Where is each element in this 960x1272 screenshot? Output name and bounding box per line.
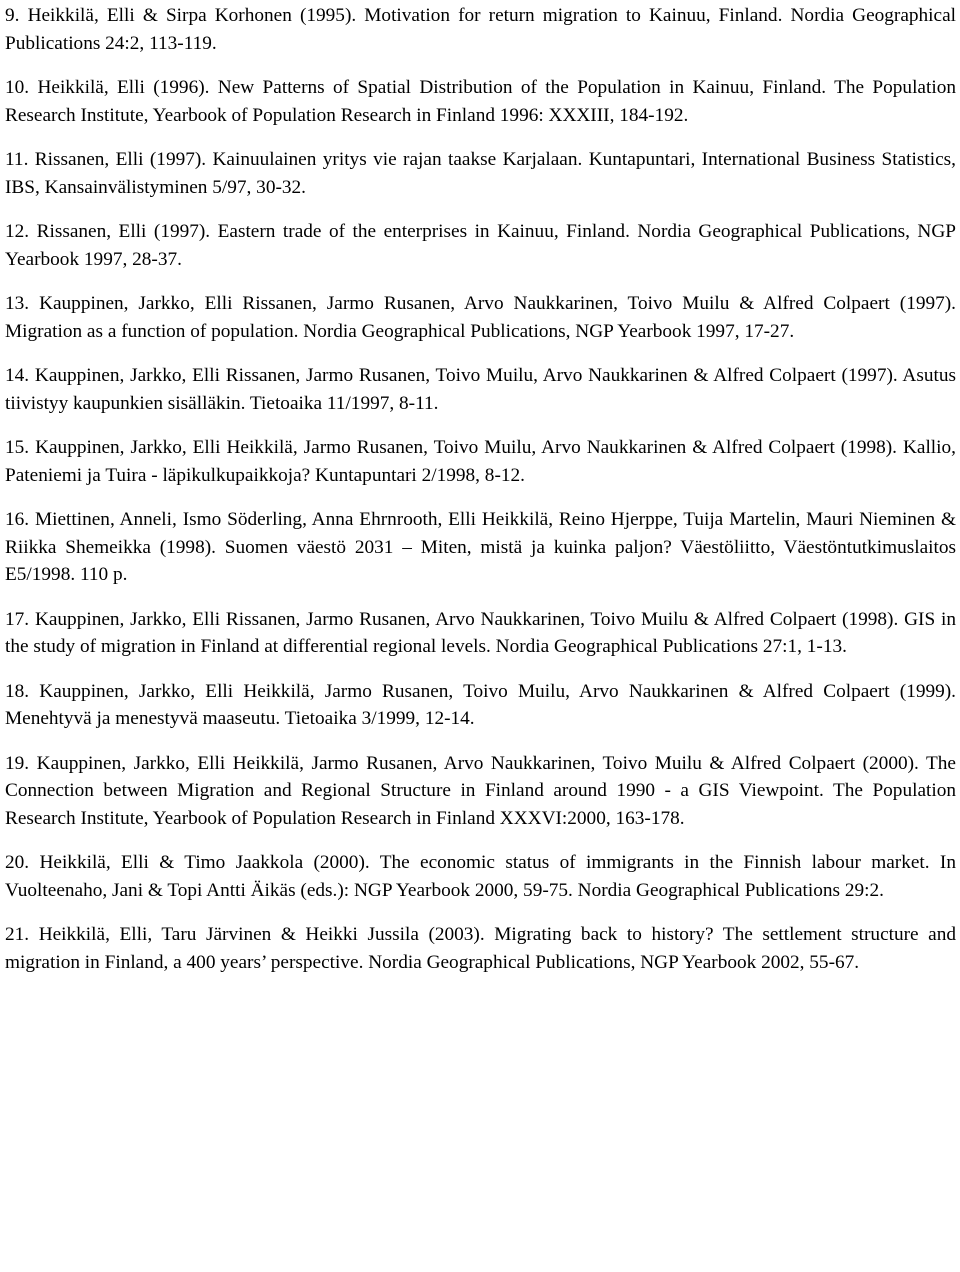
- reference-text: Kauppinen, Jarkko, Elli Rissanen, Jarmo Rusanen, Toivo Muilu, Arvo Naukkarinen & Alfred Colpaert (1997). Asutus tiivistyy kaupunkien sisälläkin. Tietoaika 11/1997, 8-11.: [5, 365, 956, 414]
- reference-item: [5, 750, 956, 833]
- reference-item: [5, 2, 956, 57]
- reference-number: 13.: [5, 293, 30, 314]
- reference-item: [5, 606, 956, 661]
- reference-item: [5, 506, 956, 589]
- reference-text: Kauppinen, Jarkko, Elli Heikkilä, Jarmo Rusanen, Arvo Naukkarinen, Toivo Muilu & Alfred Colpaert (2000). The Connection between Migration and Regional Structure in Finland around 1990 - a GIS Viewpoint. The Population Research Institute, Yearbook of Population Research in Finland XXXVI:2000, 163-178.: [5, 752, 956, 829]
- reference-item: [5, 146, 956, 201]
- reference-number: 17.: [5, 608, 30, 630]
- reference-text: Kauppinen, Jarkko, Elli Heikkilä, Jarmo Rusanen, Toivo Muilu, Arvo Naukkarinen & Alfred Colpaert (1999). Menehtyvä ja menestyvä maaseutu. Tietoaika 3/1999, 12-14.: [5, 680, 957, 729]
- reference-item: [5, 74, 956, 129]
- reference-text: Miettinen, Anneli, Ismo Söderling, Anna Ehrnrooth, Elli Heikkilä, Reino Hjerppe, Tuija Martelin, Mauri Nieminen & Riikka Shemeikka (1998). Suomen väestö 2031 – Miten, mistä ja kuinka paljon? Väestöliitto, Väestöntutkimuslaitos E5/1998. 110 p.: [5, 509, 956, 585]
- reference-number: 16.: [5, 509, 30, 530]
- reference-item: [5, 362, 956, 417]
- reference-number: 19.: [5, 752, 30, 774]
- reference-number: 12.: [5, 221, 30, 242]
- reference-item: [5, 849, 956, 904]
- reference-number: 15.: [5, 437, 30, 458]
- reference-number: 10.: [5, 77, 30, 98]
- reference-text: Rissanen, Elli (1997). Eastern trade of the enterprises in Kainuu, Finland. Nordia Geographical Publications, NGP Yearbook 1997, 28-37.: [5, 221, 956, 270]
- reference-number: 21.: [5, 924, 30, 945]
- reference-text: Heikkilä, Elli (1996). New Patterns of Spatial Distribution of the Population in Kainuu, Finland. The Population Research Institute, Yearbook of Population Research in Finland 1996: XXXIII, 184-192.: [5, 77, 956, 126]
- reference-text: Heikkilä, Elli & Timo Jaakkola (2000). The economic status of immigrants in the Finnish labour market. In Vuolteenaho, Jani & Topi Antti Äikäs (eds.): NGP Yearbook 2000, 59-75. Nordia Geographical Publications 29:2.: [5, 852, 956, 901]
- reference-text: Heikkilä, Elli, Taru Järvinen & Heikki Jussila (2003). Migrating back to history? The settlement structure and migration in Finland, a 400 years’ perspective. Nordia Geographical Publications, NGP Yearbook 2002, 55-67.: [5, 924, 957, 973]
- reference-number: 20.: [5, 852, 30, 873]
- reference-text: Kauppinen, Jarkko, Elli Rissanen, Jarmo Rusanen, Arvo Naukkarinen, Toivo Muilu & Alfred Colpaert (1998). GIS in the study of migration in Finland at differential regional levels. Nordia Geographical Publications 27:1, 1-13.: [5, 608, 956, 657]
- reference-number: 9.: [5, 5, 20, 26]
- reference-text: Kauppinen, Jarkko, Elli Rissanen, Jarmo Rusanen, Arvo Naukkarinen, Toivo Muilu & Alfred Colpaert (1997). Migration as a function of population. Nordia Geographical Publications, NGP Yearbook 1997, 17-27.: [5, 293, 956, 342]
- reference-item: [5, 921, 956, 976]
- reference-item: [5, 434, 956, 489]
- reference-number: 11.: [5, 149, 29, 170]
- reference-number: 18.: [5, 680, 30, 702]
- reference-number: 14.: [5, 365, 30, 386]
- reference-text: Rissanen, Elli (1997). Kainuulainen yritys vie rajan taakse Karjalaan. Kuntapuntari, International Business Statistics, IBS, Kansainvälistyminen 5/97, 30-32.: [5, 149, 956, 198]
- reference-item: [5, 678, 956, 733]
- reference-item: [5, 290, 956, 345]
- reference-text: Heikkilä, Elli & Sirpa Korhonen (1995). Motivation for return migration to Kainuu, Finland. Nordia Geographical Publications 24:2, 113-119.: [5, 5, 956, 54]
- reference-item: [5, 218, 956, 273]
- reference-text: Kauppinen, Jarkko, Elli Heikkilä, Jarmo Rusanen, Toivo Muilu, Arvo Naukkarinen & Alfred Colpaert (1998). Kallio, Pateniemi ja Tuira - läpikulkupaikkoja? Kuntapuntari 2/1998, 8-12.: [5, 437, 956, 486]
